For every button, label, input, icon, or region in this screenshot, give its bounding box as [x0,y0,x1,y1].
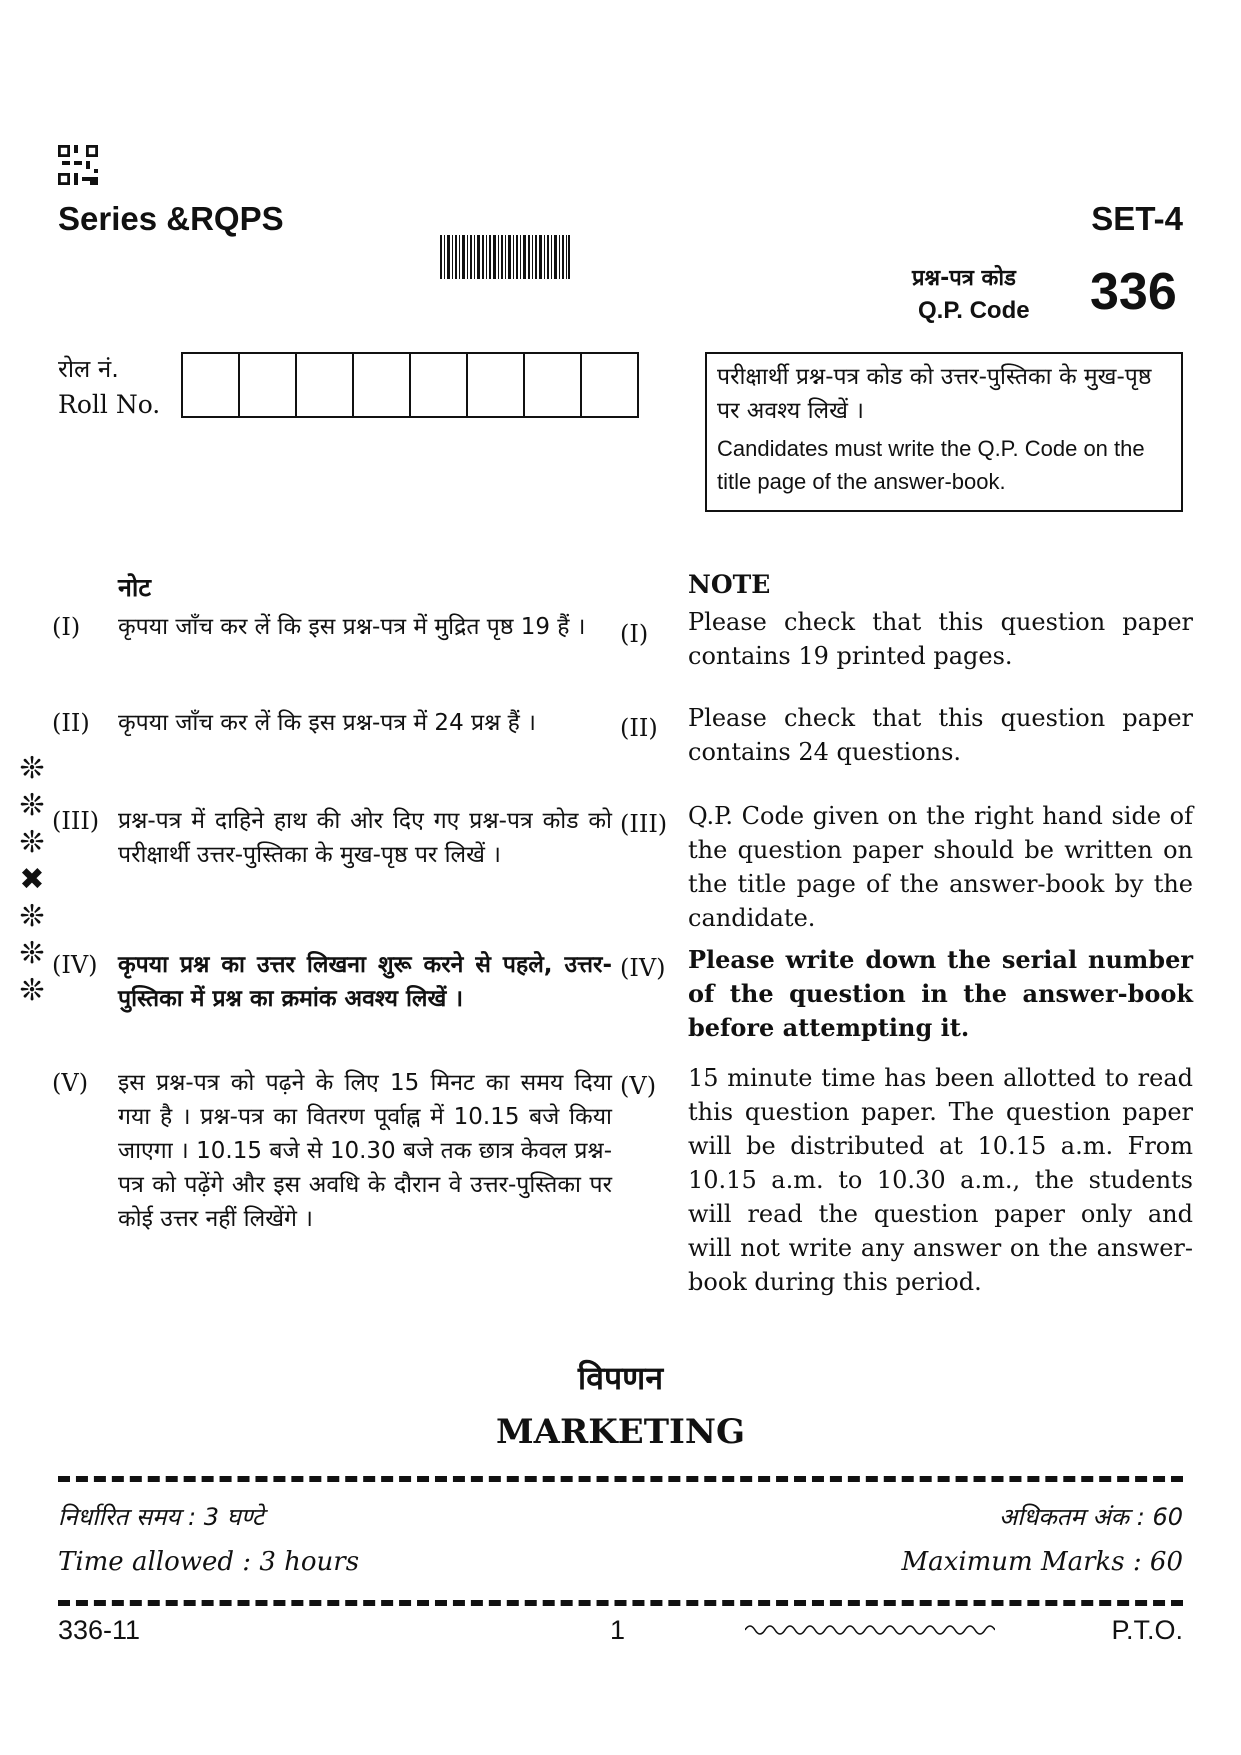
max-marks-hindi: अधिकतम अंक : 60 [998,1503,1183,1531]
note-item: Please check that this question paper contains 19 printed pages. [688,608,1193,670]
pto-label: P.T.O. [1111,1615,1183,1645]
notes-heading-hindi: नोट [118,573,151,602]
cross-icon: ✖ [19,862,45,897]
wavy-line-icon [745,1620,995,1640]
roll-box[interactable] [525,354,582,416]
divider [58,1476,1183,1482]
roll-label-hindi: रोल नं. [58,355,119,383]
series-label: Series &RQPS [58,200,284,237]
time-allowed-hindi: निर्धारित समय : 3 घण्टे [58,1503,265,1531]
barcode-icon [440,235,570,279]
note-item: Q.P. Code given on the right hand side of the question paper should be written on the title page of the answer-book by the candidate. [688,802,1193,932]
note-item: 15 minute time has been allotted to read this question paper. The question paper will be distributed at 10.15 a.m. From 10.15 a.m. to 10.30 a.m., the students will read the question paper only and will not write any answer on the answer-book during this period. [688,1064,1193,1296]
roll-box[interactable] [411,354,468,416]
max-marks: Maximum Marks : 60 [901,1547,1183,1577]
page-number: 1 [610,1615,626,1645]
note-number: (I) [620,620,649,648]
asterisk-icon: ❊ [19,973,45,1008]
roll-box[interactable] [240,354,297,416]
note-item: Please check that this question paper contains 24 questions. [688,704,1193,766]
roll-box[interactable] [183,354,240,416]
roll-label: Roll No. [58,390,161,419]
asterisk-icon: ❊ [19,825,45,860]
roll-box[interactable] [468,354,525,416]
notes-heading-english: NOTE [688,570,771,599]
note-number: (V) [620,1072,657,1100]
side-marks [12,750,52,1009]
asterisk-icon: ❊ [19,899,45,934]
note-item: (II) कृपया जाँच कर लें कि इस प्रश्न-पत्र में 24 प्रश्न हैं । [52,709,536,737]
roll-box[interactable] [297,354,354,416]
note-item: (V) इस प्रश्न-पत्र को पढ़ने के लिए 15 मिनट का समय दिया गया है । प्रश्न-पत्र का वितरण पूर्वाह्न में 10.15 बजे किया जाएगा । 10.15 बजे से 10.30 बजे तक छात्र केवल प्रश्न-पत्र को पढ़ेंगे और इस अवधि के दौरान वे उत्तर-पुस्तिका पर कोई उत्तर नहीं लिखेंगे । [52,1069,612,1232]
subject-title: MARKETING [495,1412,746,1452]
qp-code-number: 336 [1090,263,1177,321]
asterisk-icon: ❊ [19,788,45,823]
qp-code-label-hindi: प्रश्न-पत्र कोड [912,266,1016,291]
paper-code: 336-11 [58,1615,141,1645]
roll-box[interactable] [582,354,639,416]
qp-code-label: Q.P. Code [918,297,1030,324]
divider [58,1600,1183,1606]
time-allowed: Time allowed : 3 hours [58,1547,360,1577]
subject-title-hindi: विपणन [577,1359,664,1397]
note-number: (III) [620,810,668,838]
note-number: (II) [620,714,658,742]
note-number: (IV) [620,954,666,982]
note-item: (III) प्रश्न-पत्र में दाहिने हाथ की ओर दिए गए प्रश्न-पत्र कोड को परीक्षार्थी उत्तर-पुस्तिका के मुख-पृष्ठ पर लिखें । [52,807,612,868]
notes-english [688,570,1193,1313]
note-item: (I) कृपया जाँच कर लें कि इस प्रश्न-पत्र में मुद्रित पृष्ठ 19 हैं । [52,613,586,641]
candidate-instruction-hindi: परीक्षार्थी प्रश्न-पत्र कोड को उत्तर-पुस्तिका के मुख-पृष्ठ पर अवश्य लिखें । [717,364,1152,424]
candidate-instruction-box [705,352,1183,512]
note-item: Please write down the serial number of the question in the answer-book before attempting it. [688,945,1193,1042]
notes-hindi [52,570,612,1250]
roll-number-boxes [181,352,639,418]
set-label: SET-4 [1091,200,1183,237]
qr-code-icon [58,145,98,185]
asterisk-icon: ❊ [19,936,45,971]
roll-box[interactable] [354,354,411,416]
note-item: (IV) कृपया प्रश्न का उत्तर लिखना शुरू करने से पहले, उत्तर-पुस्तिका में प्रश्न का क्रमांक अवश्य लिखें । [52,951,612,1012]
candidate-instruction-english: Candidates must write the Q.P. Code on the title page of the answer-book. [717,436,1145,494]
asterisk-icon: ❊ [19,751,45,786]
